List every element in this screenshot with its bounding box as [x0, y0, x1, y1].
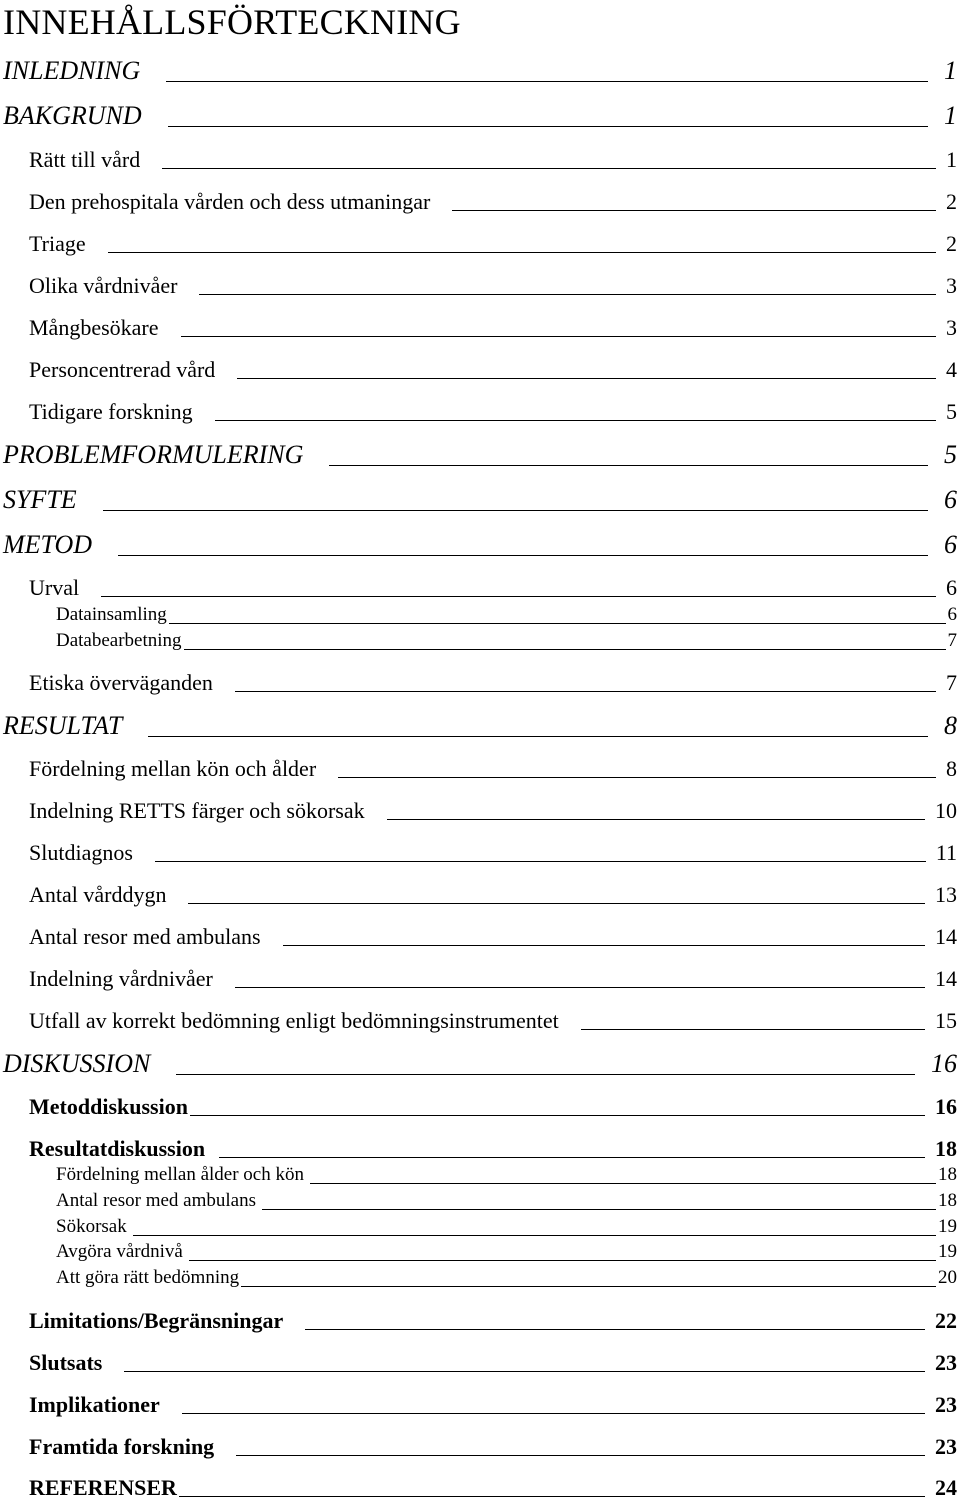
- toc-entry-label: Olika vårdnivåer: [29, 273, 178, 298]
- toc-entry-referenser[interactable]: [29, 1475, 957, 1501]
- toc-entry-label: SYFTE: [3, 485, 77, 514]
- toc-entry-label: Resultatdiskussion: [29, 1136, 206, 1161]
- toc-leader-line: [108, 252, 936, 253]
- toc-leader-line: [237, 378, 936, 379]
- toc-page-number: 2: [946, 231, 957, 256]
- toc-entry-bakgrund[interactable]: [3, 101, 957, 131]
- toc-entry-label: Databearbetning: [56, 630, 182, 651]
- toc-page-number: 18: [935, 1136, 957, 1161]
- toc-leader-line: [184, 649, 946, 650]
- toc-entry-label: BAKGRUND: [3, 101, 142, 130]
- toc-leader-line: [235, 987, 925, 988]
- toc-entry-label: Rätt till vård: [29, 147, 141, 172]
- toc-leader-line: [387, 819, 925, 820]
- toc-entry-limitations[interactable]: [29, 1308, 957, 1334]
- toc-leader-line: [166, 81, 928, 82]
- toc-leader-line: [236, 1455, 925, 1456]
- toc-leader-line: [148, 736, 928, 737]
- toc-entry-datainsamling[interactable]: [56, 604, 957, 626]
- toc-entry-syfte[interactable]: [3, 485, 957, 515]
- toc-entry-fordelning-kon-alder[interactable]: [29, 756, 957, 782]
- toc-entry-utfall-korrekt-bedomning[interactable]: [29, 1008, 957, 1034]
- toc-entry-urval[interactable]: [29, 575, 957, 601]
- toc-leader-line: [176, 1074, 915, 1075]
- toc-page-number: 23: [935, 1392, 957, 1417]
- toc-page-number: 8: [944, 711, 957, 740]
- toc-entry-label: Antal vårddygn: [29, 882, 167, 907]
- toc-entry-label: Utfall av korrekt bedömning enligt bedömningsinstrumentet: [29, 1008, 559, 1033]
- toc-page-number: 7: [946, 670, 957, 695]
- page-title: INNEHÅLLSFÖRTECKNING: [3, 2, 461, 42]
- toc-page-number: 4: [946, 357, 957, 382]
- toc-entry-label: Sökorsak: [56, 1216, 127, 1237]
- toc-entry-label: Mångbesökare: [29, 315, 159, 340]
- toc-entry-label: Fördelning mellan ålder och kön: [56, 1164, 304, 1185]
- toc-page-number: 16: [935, 1094, 957, 1119]
- toc-leader-line: [189, 1260, 936, 1261]
- toc-page-number: 14: [935, 924, 957, 949]
- toc-leader-line: [168, 126, 928, 127]
- toc-leader-line: [181, 336, 936, 337]
- toc-leader-line: [155, 861, 926, 862]
- toc-entry-antal-resor-ambulans[interactable]: [29, 924, 957, 950]
- toc-entry-label: Avgöra vårdnivå: [56, 1241, 183, 1262]
- toc-entry-label: Den prehospitala vården och dess utmaningar: [29, 189, 431, 214]
- toc-entry-olika-vardnivaer[interactable]: [29, 273, 957, 299]
- toc-leader-line: [190, 1115, 925, 1116]
- toc-page-number: 24: [935, 1475, 957, 1500]
- toc-entry-label: Antal resor med ambulans: [29, 924, 261, 949]
- toc-entry-label: Indelning vårdnivåer: [29, 966, 213, 991]
- toc-page-number: 19: [938, 1216, 957, 1237]
- toc-page-number: 1: [944, 56, 957, 85]
- toc-page-number: 6: [947, 604, 957, 625]
- toc-entry-ratt-bedomning[interactable]: [56, 1267, 957, 1289]
- toc-entry-label: Limitations/Begränsningar: [29, 1308, 284, 1333]
- toc-entry-problemformulering[interactable]: [3, 440, 957, 470]
- toc-page-number: 7: [947, 630, 957, 651]
- toc-entry-label: Etiska överväganden: [29, 670, 213, 695]
- toc-entry-mangbesokare[interactable]: [29, 315, 957, 341]
- toc-entry-resultat[interactable]: [3, 711, 957, 741]
- toc-page-number: 14: [935, 966, 957, 991]
- toc-entry-label: Indelning RETTS färger och sökorsak: [29, 798, 365, 823]
- toc-entry-sokorsak[interactable]: [56, 1216, 957, 1238]
- toc-page-number: 6: [946, 575, 957, 600]
- toc-entry-fordelning-alder-kon[interactable]: [56, 1164, 957, 1186]
- toc-leader-line: [215, 420, 936, 421]
- toc-leader-line: [118, 555, 928, 556]
- toc-entry-prehospitala-varden[interactable]: [29, 189, 957, 215]
- toc-leader-line: [169, 623, 946, 624]
- toc-page-number: 2: [946, 189, 957, 214]
- toc-leader-line: [101, 596, 936, 597]
- toc-entry-label: Urval: [29, 575, 80, 600]
- toc-leader-line: [338, 777, 936, 778]
- toc-page-number: 23: [935, 1350, 957, 1375]
- toc-entry-indelning-retts[interactable]: [29, 798, 957, 824]
- toc-leader-line: [581, 1029, 925, 1030]
- toc-leader-line: [452, 210, 936, 211]
- toc-entry-personcentrerad-vard[interactable]: [29, 357, 957, 383]
- toc-entry-triage[interactable]: [29, 231, 957, 257]
- toc-page-number: 23: [935, 1434, 957, 1459]
- toc-entry-label: DISKUSSION: [3, 1049, 151, 1078]
- toc-entry-resultatdiskussion[interactable]: [29, 1136, 957, 1162]
- toc-page-number: 3: [946, 273, 957, 298]
- toc-leader-line: [199, 294, 936, 295]
- toc-entry-metoddiskussion[interactable]: [29, 1094, 957, 1120]
- toc-page-number: 18: [938, 1164, 957, 1185]
- toc-leader-line: [262, 1209, 936, 1210]
- toc-entry-databearbetning[interactable]: [56, 630, 957, 652]
- toc-entry-label: Framtida forskning: [29, 1434, 215, 1459]
- toc-page-number: 6: [944, 530, 957, 559]
- toc-entry-implikationer[interactable]: [29, 1392, 957, 1418]
- toc-page-number: 6: [944, 485, 957, 514]
- toc-entry-label: Antal resor med ambulans: [56, 1190, 256, 1211]
- toc-entry-label: Fördelning mellan kön och ålder: [29, 756, 317, 781]
- toc-leader-line: [124, 1371, 925, 1372]
- toc-entry-label: Tidigare forskning: [29, 399, 193, 424]
- toc-page-number: 10: [935, 798, 957, 823]
- toc-leader-line: [179, 1496, 925, 1497]
- toc-entry-slutsats[interactable]: [29, 1350, 957, 1376]
- toc-page-number: 5: [944, 440, 957, 469]
- toc-entry-label: INLEDNING: [3, 56, 141, 85]
- toc-page-number: 11: [935, 840, 957, 865]
- toc-entry-label: Personcentrerad vård: [29, 357, 216, 382]
- toc-leader-line: [103, 510, 928, 511]
- toc-page-number: 22: [935, 1308, 957, 1333]
- toc-leader-line: [241, 1286, 936, 1287]
- toc-entry-indelning-vardnivaer[interactable]: [29, 966, 957, 992]
- toc-entry-diskussion[interactable]: [3, 1049, 957, 1079]
- toc-page-number: 5: [946, 399, 957, 424]
- toc-page-number: 15: [935, 1008, 957, 1033]
- toc-entry-inledning[interactable]: [3, 56, 957, 86]
- toc-entry-avgora-vardniva[interactable]: [56, 1241, 957, 1263]
- toc-page-number: 16: [931, 1049, 957, 1078]
- toc-entry-framtida-forskning[interactable]: [29, 1434, 957, 1460]
- toc-entry-tidigare-forskning[interactable]: [29, 399, 957, 425]
- toc-entry-label: REFERENSER: [29, 1475, 177, 1500]
- toc-entry-label: METOD: [3, 530, 93, 559]
- toc-leader-line: [310, 1183, 936, 1184]
- toc-page-number: 1: [946, 147, 957, 172]
- toc-page-number: 20: [938, 1267, 957, 1288]
- toc-entry-label: Metoddiskussion: [29, 1094, 188, 1119]
- toc-entry-label: Slutsats: [29, 1350, 103, 1375]
- toc-leader-line: [133, 1235, 936, 1236]
- toc-entry-label: PROBLEMFORMULERING: [3, 440, 304, 469]
- toc-entry-etiska-overvaganden[interactable]: [29, 670, 957, 696]
- toc-entry-label: Datainsamling: [56, 604, 167, 625]
- toc-entry-antal-resor-ambulans-2[interactable]: [56, 1190, 957, 1212]
- toc-page-number: 1: [944, 101, 957, 130]
- toc-entry-label: RESULTAT: [3, 711, 123, 740]
- toc-leader-line: [188, 903, 925, 904]
- toc-leader-line: [283, 945, 925, 946]
- toc-entry-slutdiagnos[interactable]: [29, 840, 957, 866]
- toc-leader-line: [235, 691, 936, 692]
- toc-page-number: 8: [946, 756, 957, 781]
- toc-leader-line: [182, 1413, 925, 1414]
- toc-entry-antal-varddygn[interactable]: [29, 882, 957, 908]
- toc-entry-metod[interactable]: [3, 530, 957, 560]
- toc-leader-line: [329, 465, 928, 466]
- toc-leader-line: [162, 168, 936, 169]
- toc-page-number: 18: [938, 1190, 957, 1211]
- toc-page-number: 3: [946, 315, 957, 340]
- toc-page-number: 19: [938, 1241, 957, 1262]
- toc-entry-label: Att göra rätt bedömning: [56, 1267, 240, 1288]
- toc-entry-label: Implikationer: [29, 1392, 160, 1417]
- toc-entry-ratt-till-vard[interactable]: [29, 147, 957, 173]
- toc-leader-line: [305, 1329, 925, 1330]
- toc-entry-label: Slutdiagnos: [29, 840, 133, 865]
- toc-page-number: 13: [935, 882, 957, 907]
- toc-leader-line: [219, 1157, 925, 1158]
- toc-entry-label: Triage: [29, 231, 86, 256]
